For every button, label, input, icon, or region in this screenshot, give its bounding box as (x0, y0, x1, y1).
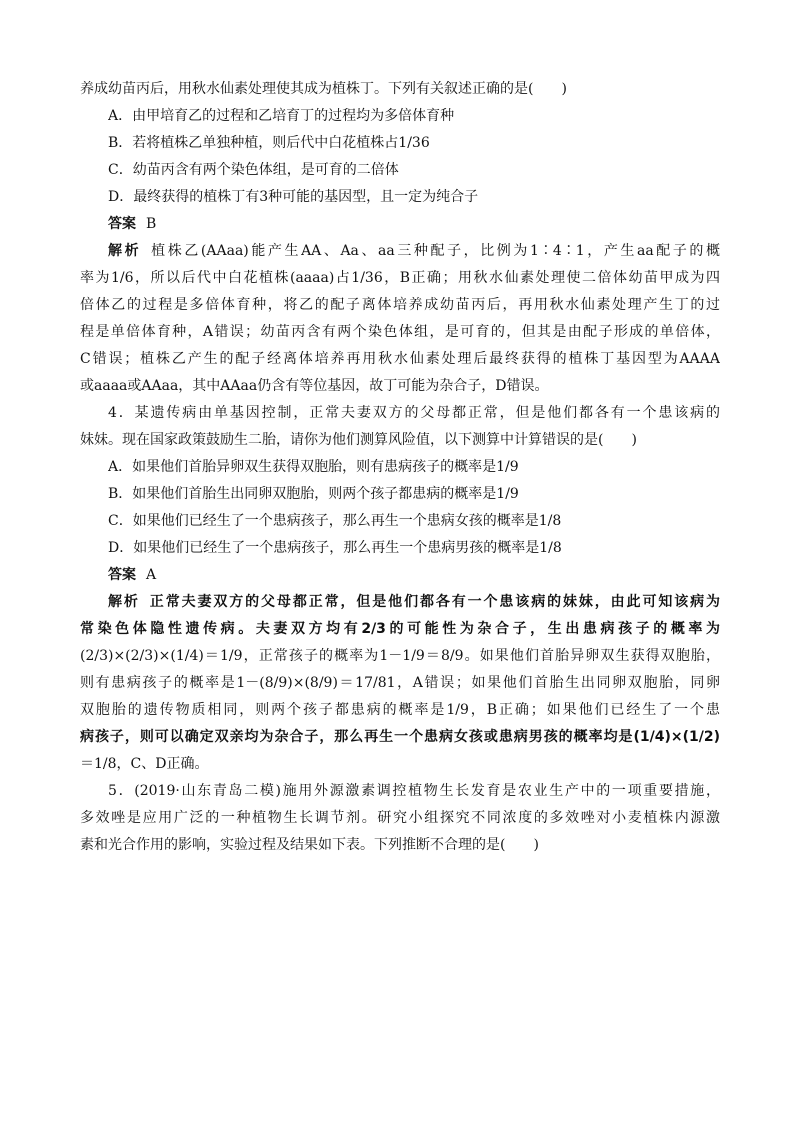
q4-analysis-line-1 (108, 593, 720, 611)
q3-analysis-line-3: 倍体乙的过程是多倍体育种，将乙的配子离体培养成幼苗丙后，再用秋水仙素处理产生丁的过 (80, 297, 720, 313)
q4-analysis-label: 解析 (108, 594, 140, 610)
q4-answer-value: A (146, 567, 157, 583)
q3-analysis-line-4: 程是单倍体育种，A错误；幼苗丙含有两个染色体组，是可育的，但其是由配子形成的单倍体， (80, 324, 720, 340)
q3-analysis-line-5: C错误；植株乙产生的配子经离体培养再用秋水仙素处理后最终获得的植株丁基因型为AAAA (80, 351, 720, 367)
q4-answer-line (108, 566, 720, 584)
q3-analysis-line-1 (108, 242, 720, 260)
q4-analysis-line-7: ＝1/8，C、D正确。 (80, 756, 209, 772)
q4-analysis-line-4: 则有患病孩子的概率是1－(8/9)×(8/9)＝17/81，A错误；如果他们首胎生出同卵双胞胎，同卵 (80, 675, 720, 691)
q3-stem-tail: 养成幼苗丙后，用秋水仙素处理使其成为植株丁。下列有关叙述正确的是( ) (80, 81, 567, 97)
q3-answer-value: B (146, 216, 157, 232)
q4-option-a: A．如果他们首胎异卵双生获得双胞胎，则有患病孩子的概率是1/9 (108, 459, 519, 475)
q3-option-d: D．最终获得的植株丁有3种可能的基因型，且一定为纯合子 (108, 189, 479, 205)
q3-analysis-text-1: 植株乙(AAaa)能产生AA、Aa、aa三种配子，比例为1∶4∶1，产生aa配子的概 (151, 243, 720, 259)
q4-analysis-text-1: 正常夫妻双方的父母都正常，但是他们都各有一个患该病的妹妹，由此可知该病为 (149, 594, 720, 610)
q3-analysis-line-2: 率为1/6，所以后代中白花植株(aaaa)占1/36，B正确；用秋水仙素处理使二倍体幼苗甲成为四 (80, 270, 720, 286)
q3-answer-line (108, 215, 720, 233)
q5-stem-line-2: 多效唑是应用广泛的一种植物生长调节剂。研究小组探究不同浓度的多效唑对小麦植株内源激 (80, 810, 720, 826)
q4-stem-line-1: 4．某遗传病由单基因控制，正常夫妻双方的父母都正常，但是他们都各有一个患该病的 (108, 405, 720, 421)
q4-answer-label: 答案 (108, 567, 136, 583)
q4-analysis-line-5: 双胞胎的遗传物质相同，则两个孩子都患病的概率是1/9，B正确；如果他们已经生了一个患 (80, 702, 720, 718)
q4-analysis-line-2: 常染色体隐性遗传病。夫妻双方均有2/3的可能性为杂合子，生出患病孩子的概率为 (80, 621, 720, 637)
q4-analysis-line-3: (2/3)×(2/3)×(1/4)＝1/9，正常孩子的概率为1－1/9＝8/9。如果他们首胎异卵双生获得双胞胎， (80, 648, 720, 664)
q4-option-c: C．如果他们已经生了一个患病孩子，那么再生一个患病女孩的概率是1/8 (108, 513, 562, 529)
q4-stem-line-2: 妹妹。现在国家政策鼓励生二胎，请你为他们测算风险值，以下测算中计算错误的是( ) (80, 432, 637, 448)
q3-option-b: B．若将植株乙单独种植，则后代中白花植株占1/36 (108, 135, 430, 151)
q3-option-c: C．幼苗丙含有两个染色体组，是可育的二倍体 (108, 162, 399, 178)
q4-analysis-line-6: 病孩子，则可以确定双亲均为杂合子，那么再生一个患病女孩或患病男孩的概率均是(1/4)×(1/2) (80, 729, 720, 745)
q3-option-a: A．由甲培育乙的过程和乙培育丁的过程均为多倍体育种 (108, 108, 455, 124)
q4-option-b: B．如果他们首胎生出同卵双胞胎，则两个孩子都患病的概率是1/9 (108, 486, 519, 502)
q4-option-d: D．如果他们已经生了一个患病孩子，那么再生一个患病男孩的概率是1/8 (108, 540, 562, 556)
q3-analysis-label: 解析 (108, 243, 142, 259)
q3-answer-label: 答案 (108, 216, 136, 232)
q3-analysis-line-6: 或aaaa或AAaa，其中AAaa仍含有等位基因，故丁可能为杂合子，D错误。 (80, 378, 549, 394)
q5-stem-line-3: 素和光合作用的影响，实验过程及结果如下表。下列推断不合理的是( ) (80, 837, 539, 853)
q5-stem-line-1: 5．(2019·山东青岛二模)施用外源激素调控植物生长发育是农业生产中的一项重要措施， (108, 783, 720, 799)
